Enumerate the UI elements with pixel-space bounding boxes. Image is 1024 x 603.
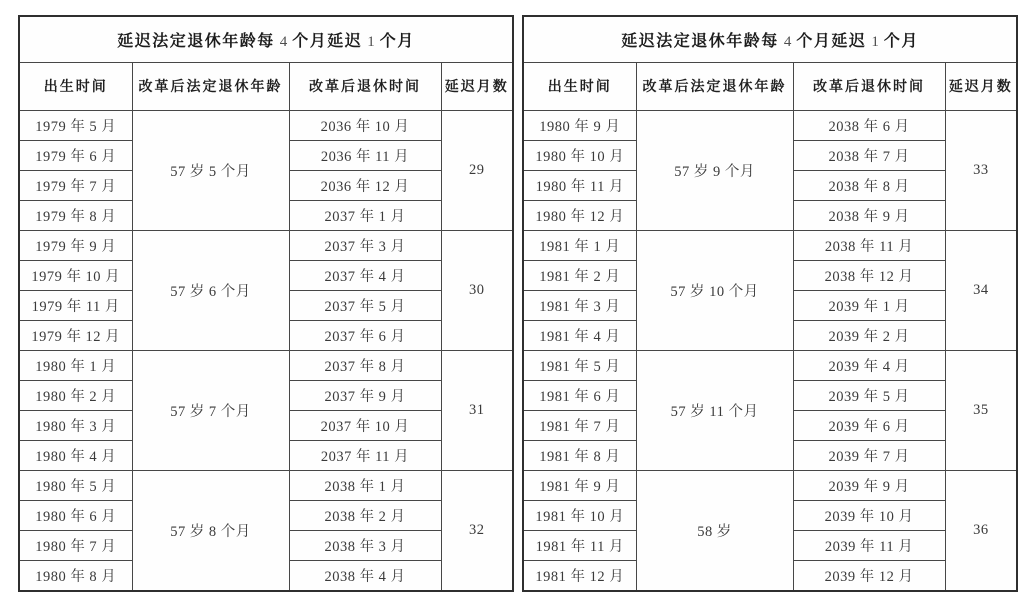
retire-date-cell: 2039 年 4 月 [793, 351, 945, 381]
title-number-1: 1 [367, 33, 375, 50]
title-text-1: 延迟法定退休年龄每 [621, 32, 779, 50]
statutory-age-cell: 57 岁 8 个月 [132, 471, 289, 591]
title-number-4: 4 [279, 33, 288, 50]
statutory-age-cell: 57 岁 5 个月 [132, 110, 289, 230]
retire-date-cell: 2037 年 6 月 [289, 320, 441, 350]
birth-date-cell: 1979 年 6 月 [19, 140, 132, 170]
birth-date-cell: 1980 年 11 月 [523, 170, 636, 200]
birth-date-cell: 1981 年 5 月 [523, 351, 636, 381]
retire-date-cell: 2037 年 1 月 [289, 200, 441, 230]
birth-date-cell: 1979 年 8 月 [19, 200, 132, 230]
retire-date-cell: 2038 年 3 月 [289, 531, 441, 561]
retire-date-cell: 2037 年 11 月 [289, 441, 441, 471]
retire-date-cell: 2038 年 11 月 [793, 230, 945, 260]
table-row [523, 471, 1017, 501]
retire-date-cell: 2038 年 12 月 [793, 260, 945, 290]
col-header-birth-date: 出生时间 [19, 62, 132, 110]
statutory-age-cell: 57 岁 6 个月 [132, 230, 289, 350]
title-number-4: 4 [783, 33, 792, 50]
statutory-age-cell: 57 岁 7 个月 [132, 351, 289, 471]
col-header-statutory-age: 改革后法定退休年龄 [636, 62, 793, 110]
birth-date-cell: 1980 年 4 月 [19, 441, 132, 471]
birth-date-cell: 1979 年 7 月 [19, 170, 132, 200]
retire-date-cell: 2037 年 8 月 [289, 351, 441, 381]
birth-date-cell: 1981 年 7 月 [523, 411, 636, 441]
table-row [19, 471, 513, 501]
col-header-retire-date: 改革后退休时间 [793, 62, 945, 110]
retire-date-cell: 2037 年 10 月 [289, 411, 441, 441]
table-row [523, 351, 1017, 381]
retire-date-cell: 2038 年 4 月 [289, 561, 441, 591]
col-header-delay-months: 延迟月数 [441, 62, 513, 110]
birth-date-cell: 1981 年 6 月 [523, 381, 636, 411]
table-title-row [19, 16, 513, 62]
title-text-1: 延迟法定退休年龄每 [117, 32, 275, 50]
column-header-row [19, 62, 513, 110]
col-header-delay-months: 延迟月数 [945, 62, 1017, 110]
birth-date-cell: 1981 年 11 月 [523, 531, 636, 561]
retirement-table-right [522, 15, 1018, 592]
title-text-2: 个月延迟 [796, 32, 867, 50]
birth-date-cell: 1979 年 12 月 [19, 320, 132, 350]
delay-months-cell: 35 [945, 351, 1017, 471]
birth-date-cell: 1981 年 9 月 [523, 471, 636, 501]
retire-date-cell: 2037 年 4 月 [289, 260, 441, 290]
retire-date-cell: 2038 年 8 月 [793, 170, 945, 200]
birth-date-cell: 1981 年 10 月 [523, 501, 636, 531]
retire-date-cell: 2039 年 11 月 [793, 531, 945, 561]
retire-date-cell: 2039 年 9 月 [793, 471, 945, 501]
table-title-row [523, 16, 1017, 62]
table-title [523, 16, 1017, 62]
delay-months-cell: 32 [441, 471, 513, 591]
birth-date-cell: 1981 年 4 月 [523, 320, 636, 350]
birth-date-cell: 1980 年 2 月 [19, 381, 132, 411]
title-text-3: 个月 [379, 32, 415, 50]
retire-date-cell: 2039 年 10 月 [793, 501, 945, 531]
birth-date-cell: 1980 年 5 月 [19, 471, 132, 501]
statutory-age-cell: 57 岁 9 个月 [636, 110, 793, 230]
retire-date-cell: 2039 年 5 月 [793, 381, 945, 411]
delay-months-cell: 29 [441, 110, 513, 230]
table-row [523, 230, 1017, 260]
birth-date-cell: 1980 年 1 月 [19, 351, 132, 381]
table-row [19, 110, 513, 140]
birth-date-cell: 1979 年 5 月 [19, 110, 132, 140]
birth-date-cell: 1980 年 3 月 [19, 411, 132, 441]
birth-date-cell: 1980 年 6 月 [19, 501, 132, 531]
col-header-statutory-age: 改革后法定退休年龄 [132, 62, 289, 110]
retire-date-cell: 2039 年 1 月 [793, 290, 945, 320]
retire-date-cell: 2038 年 1 月 [289, 471, 441, 501]
birth-date-cell: 1980 年 8 月 [19, 561, 132, 591]
delay-months-cell: 30 [441, 230, 513, 350]
statutory-age-cell: 57 岁 10 个月 [636, 230, 793, 350]
retire-date-cell: 2038 年 7 月 [793, 140, 945, 170]
birth-date-cell: 1979 年 11 月 [19, 290, 132, 320]
table-row [19, 351, 513, 381]
title-text-2: 个月延迟 [292, 32, 363, 50]
retire-date-cell: 2036 年 10 月 [289, 110, 441, 140]
statutory-age-cell: 58 岁 [636, 471, 793, 591]
birth-date-cell: 1979 年 9 月 [19, 230, 132, 260]
title-text-3: 个月 [883, 32, 919, 50]
birth-date-cell: 1981 年 2 月 [523, 260, 636, 290]
birth-date-cell: 1981 年 1 月 [523, 230, 636, 260]
column-header-row [523, 62, 1017, 110]
retire-date-cell: 2037 年 5 月 [289, 290, 441, 320]
col-header-retire-date: 改革后退休时间 [289, 62, 441, 110]
statutory-age-cell: 57 岁 11 个月 [636, 351, 793, 471]
retire-date-cell: 2039 年 12 月 [793, 561, 945, 591]
retire-date-cell: 2039 年 6 月 [793, 411, 945, 441]
table-row [19, 230, 513, 260]
retire-date-cell: 2038 年 9 月 [793, 200, 945, 230]
birth-date-cell: 1980 年 10 月 [523, 140, 636, 170]
retire-date-cell: 2037 年 9 月 [289, 381, 441, 411]
retire-date-cell: 2039 年 2 月 [793, 320, 945, 350]
birth-date-cell: 1980 年 9 月 [523, 110, 636, 140]
retire-date-cell: 2037 年 3 月 [289, 230, 441, 260]
col-header-birth-date: 出生时间 [523, 62, 636, 110]
birth-date-cell: 1981 年 8 月 [523, 441, 636, 471]
table-title [19, 16, 513, 62]
title-number-1: 1 [871, 33, 879, 50]
retire-date-cell: 2039 年 7 月 [793, 441, 945, 471]
retire-date-cell: 2036 年 11 月 [289, 140, 441, 170]
delay-months-cell: 33 [945, 110, 1017, 230]
retire-date-cell: 2038 年 2 月 [289, 501, 441, 531]
birth-date-cell: 1981 年 3 月 [523, 290, 636, 320]
birth-date-cell: 1979 年 10 月 [19, 260, 132, 290]
delay-months-cell: 34 [945, 230, 1017, 350]
retire-date-cell: 2036 年 12 月 [289, 170, 441, 200]
birth-date-cell: 1980 年 7 月 [19, 531, 132, 561]
birth-date-cell: 1980 年 12 月 [523, 200, 636, 230]
birth-date-cell: 1981 年 12 月 [523, 561, 636, 591]
delay-months-cell: 31 [441, 351, 513, 471]
table-row [523, 110, 1017, 140]
retirement-table-left [18, 15, 514, 592]
delay-months-cell: 36 [945, 471, 1017, 591]
retire-date-cell: 2038 年 6 月 [793, 110, 945, 140]
